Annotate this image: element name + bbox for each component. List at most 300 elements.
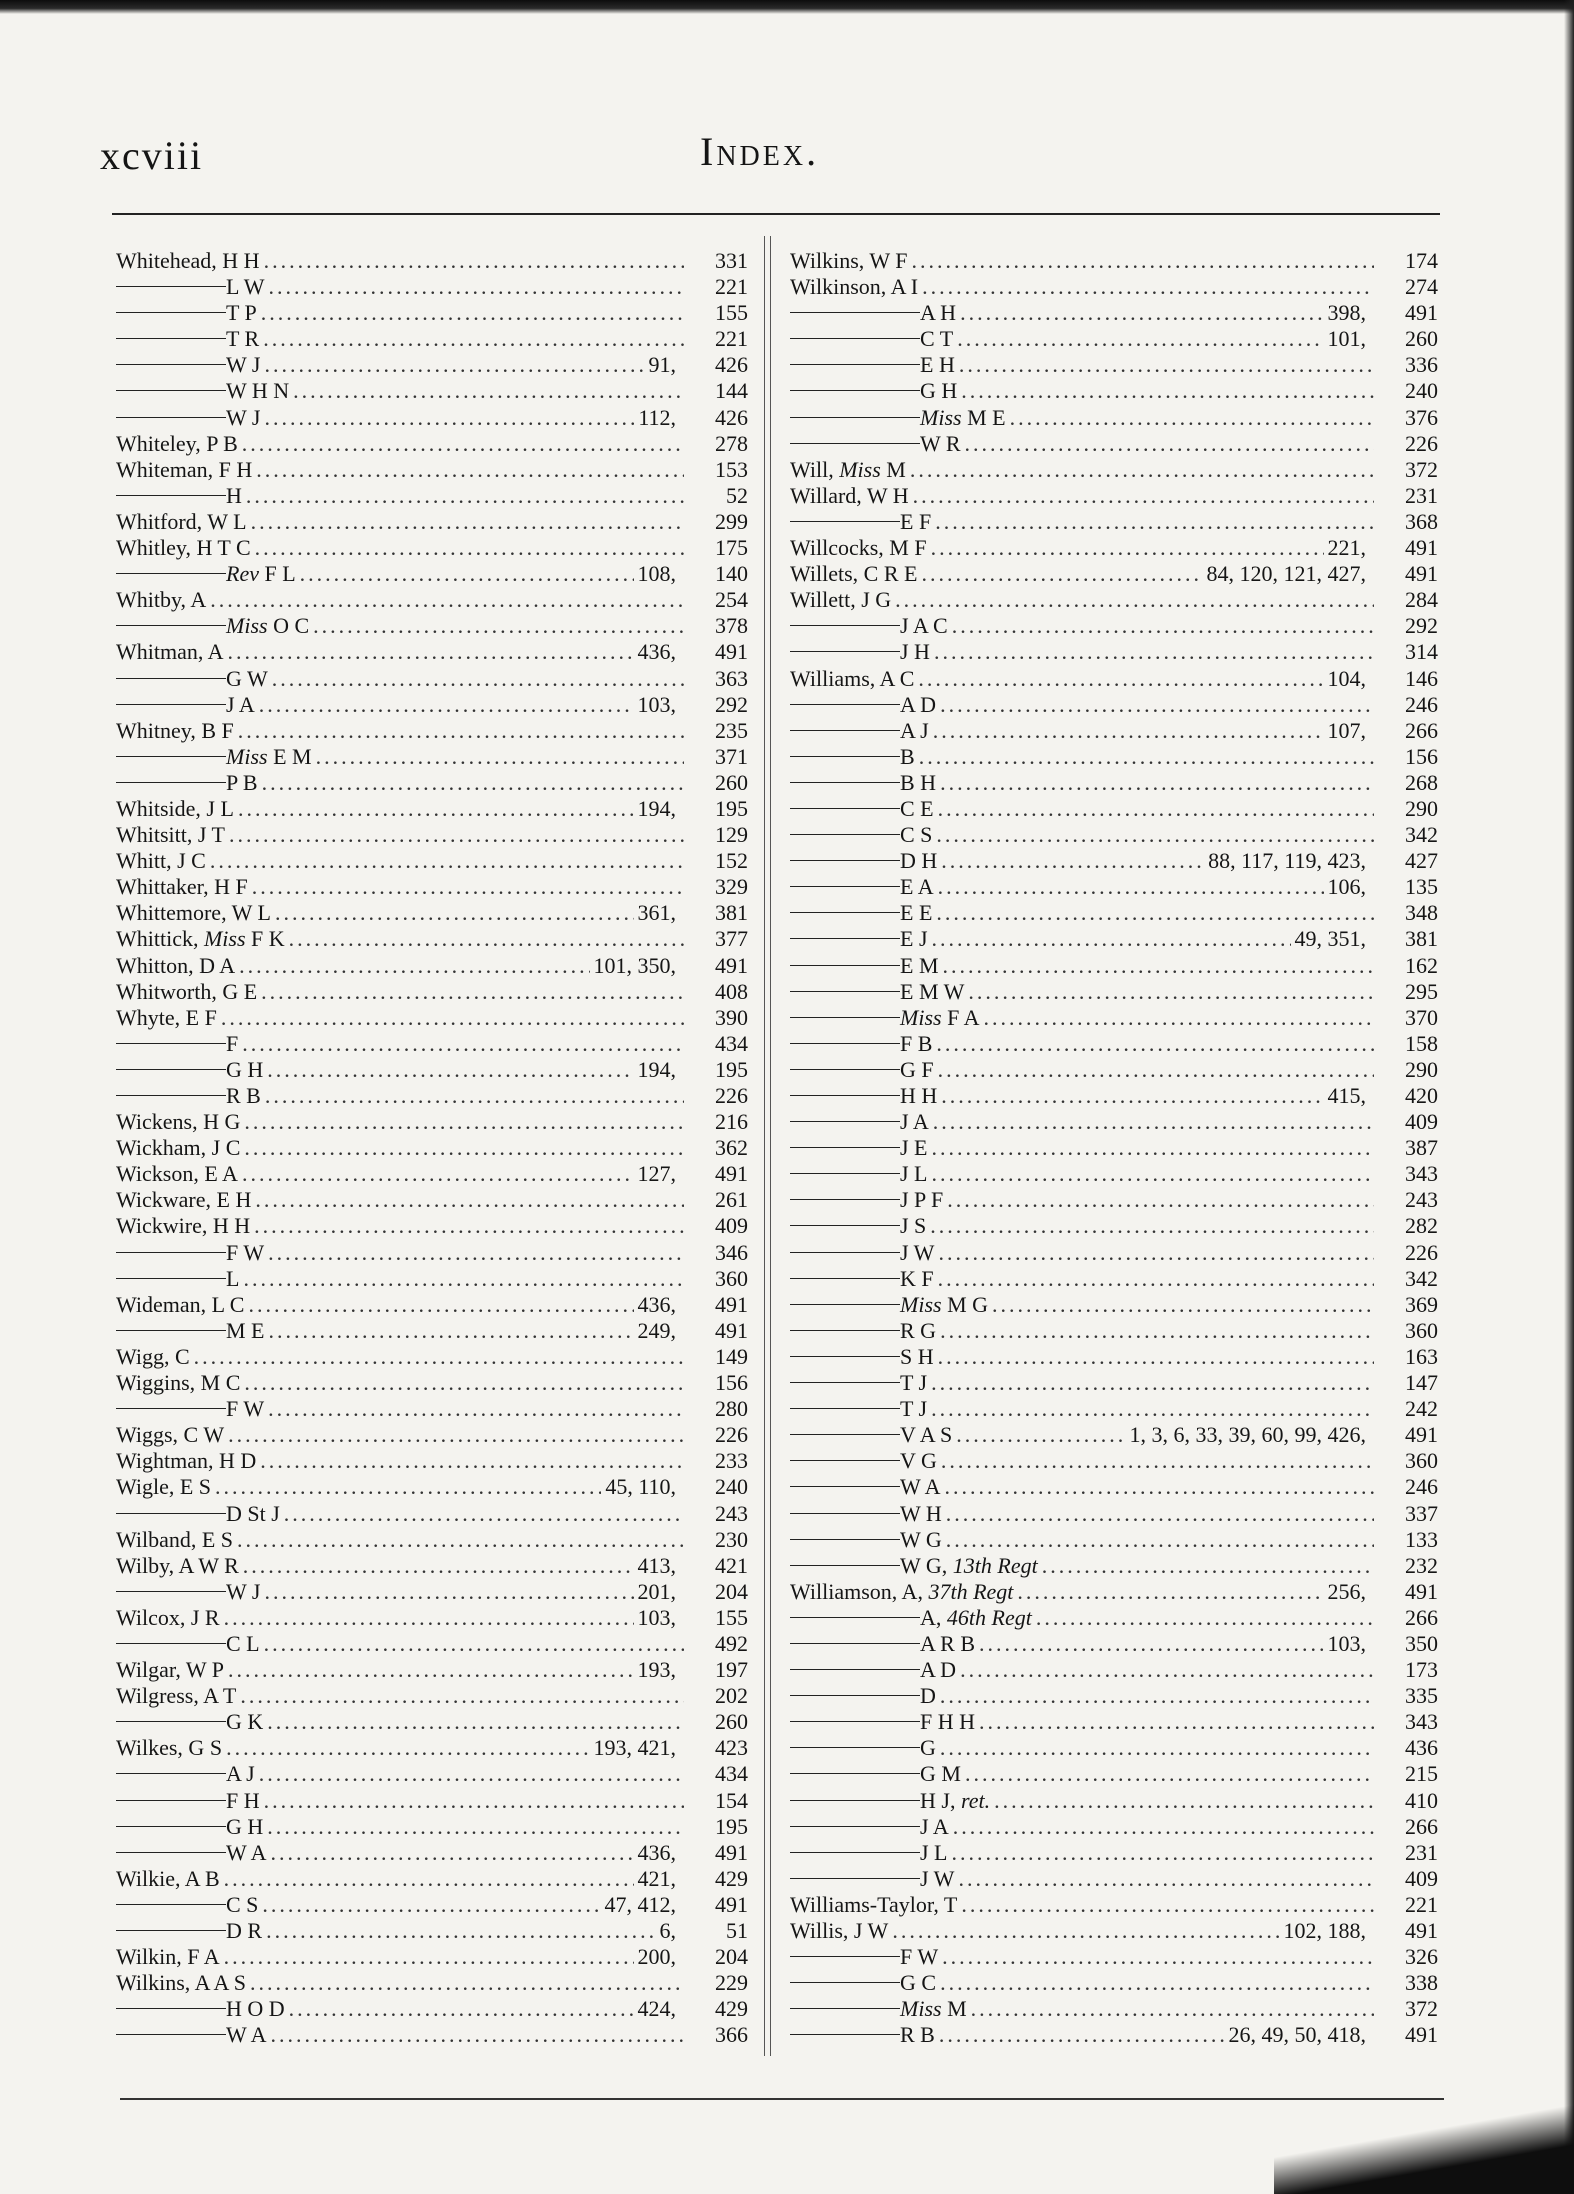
entry-name: G W — [226, 665, 268, 691]
entry-name: Williams-Taylor, T — [790, 1891, 958, 1917]
entry-name: A D — [920, 1657, 957, 1683]
index-entry — [790, 900, 1438, 926]
index-entry — [790, 2022, 1438, 2048]
index-entry — [790, 1605, 1438, 1631]
entry-page: 229 — [715, 1970, 748, 1996]
ditto-dash — [790, 1989, 900, 1990]
ditto-dash — [790, 1285, 900, 1286]
entry-page: 226 — [1405, 1239, 1438, 1265]
entry-page: 429 — [715, 1996, 748, 2022]
index-entry — [116, 979, 748, 1005]
dot-leader — [1010, 405, 1374, 431]
entry-name: Wiggs, C W — [116, 1422, 225, 1448]
entry-refs: 101, — [1327, 326, 1366, 352]
index-entry — [790, 1161, 1438, 1187]
index-entry — [116, 1527, 748, 1553]
entry-page: 335 — [1405, 1683, 1438, 1709]
ditto-dash — [790, 1076, 900, 1077]
index-entry — [790, 1501, 1438, 1527]
index-entry — [116, 1553, 748, 1579]
index-entry — [116, 1970, 748, 1996]
entry-name: J S — [900, 1213, 927, 1239]
entry-page: 491 — [715, 1291, 748, 1317]
entry-name: Wiggins, M C — [116, 1370, 241, 1396]
dot-leader — [945, 1474, 1374, 1500]
entry-name: Wilkes, G S — [116, 1735, 223, 1761]
dot-leader — [264, 1788, 684, 1814]
dot-leader — [936, 900, 1374, 926]
index-entry — [790, 1814, 1438, 1840]
entry-page: 154 — [715, 1787, 748, 1813]
index-entry — [790, 1448, 1438, 1474]
entry-refs: 398, — [1327, 300, 1366, 326]
dot-leader — [238, 796, 634, 822]
index-entry — [116, 1005, 748, 1031]
entry-refs: 200, — [637, 1944, 676, 1970]
entry-page: 329 — [715, 874, 748, 900]
entry-page: 147 — [1405, 1370, 1438, 1396]
entry-page: 337 — [1405, 1500, 1438, 1526]
entry-name: R G — [900, 1317, 937, 1343]
dot-leader — [224, 1866, 634, 1892]
entry-page: 175 — [715, 535, 748, 561]
index-entry — [116, 1135, 748, 1161]
entry-name: Wilband, E S — [116, 1526, 234, 1552]
entry-page: 491 — [1405, 2022, 1438, 2048]
dot-leader — [224, 1944, 634, 1970]
ditto-dash — [790, 397, 920, 398]
dot-leader — [262, 1892, 600, 1918]
entry-page: 366 — [715, 2022, 748, 2048]
index-entry — [790, 352, 1438, 378]
dot-leader — [952, 1840, 1375, 1866]
index-entry — [790, 431, 1438, 457]
entry-name: Miss O C — [226, 613, 310, 639]
dot-leader — [272, 666, 684, 692]
entry-page: 491 — [715, 1161, 748, 1187]
entry-name: Williamson, A, 37th Regt — [790, 1578, 1014, 1604]
entry-page: 491 — [1405, 1422, 1438, 1448]
dot-leader — [959, 352, 1374, 378]
entry-name: J A C — [900, 613, 948, 639]
entry-name: E J — [900, 926, 928, 952]
entry-name: B — [900, 743, 915, 769]
entry-page: 162 — [1405, 952, 1438, 978]
index-entry — [790, 535, 1438, 561]
entry-page: 204 — [715, 1944, 748, 1970]
entry-refs: 6, — [659, 1918, 676, 1943]
entry-page: 278 — [715, 430, 748, 456]
entry-refs: 424, — [637, 1996, 676, 2022]
index-entry — [790, 1735, 1438, 1761]
entry-name: Miss M E — [920, 404, 1006, 430]
entry-page: 243 — [715, 1500, 748, 1526]
dot-leader — [940, 770, 1374, 796]
dot-leader — [259, 692, 634, 718]
dot-leader — [248, 1292, 633, 1318]
entry-name: C S — [226, 1891, 259, 1917]
index-entry — [116, 274, 748, 300]
entry-page: 492 — [715, 1630, 748, 1656]
index-entry — [116, 509, 748, 535]
dot-leader — [261, 300, 684, 326]
index-entry — [116, 1422, 748, 1448]
index-entry — [790, 248, 1438, 274]
ditto-dash — [790, 1546, 900, 1547]
dot-leader — [938, 1240, 1374, 1266]
entry-page: 284 — [1405, 587, 1438, 613]
scan-edge-top — [0, 0, 1574, 14]
scan-shadow-bottom — [1274, 2084, 1574, 2194]
entry-name: M E — [226, 1317, 265, 1343]
entry-page: 254 — [715, 587, 748, 613]
index-entry — [116, 770, 748, 796]
ditto-dash — [116, 1650, 226, 1651]
ditto-dash — [116, 1859, 226, 1860]
entry-page: 381 — [1405, 926, 1438, 952]
entry-name: W A — [226, 1839, 267, 1865]
entry-refs: 106, — [1327, 874, 1366, 900]
index-entry — [790, 692, 1438, 718]
entry-refs: 436, — [637, 639, 676, 665]
index-entry — [116, 1370, 748, 1396]
entry-page: 436 — [1405, 1735, 1438, 1761]
ditto-dash — [790, 841, 900, 842]
ditto-dash — [790, 972, 900, 973]
ditto-dash — [116, 685, 226, 686]
entry-name: Whitehead, H H — [116, 248, 260, 273]
dot-leader — [300, 561, 634, 587]
index-entry — [116, 587, 748, 613]
dot-leader — [256, 457, 684, 483]
dot-leader — [931, 1370, 1374, 1396]
entry-page: 409 — [1405, 1865, 1438, 1891]
entry-page: 156 — [1405, 743, 1438, 769]
ditto-dash — [116, 1911, 226, 1912]
entry-name: Whitsitt, J T — [116, 822, 225, 848]
ditto-dash — [790, 1859, 920, 1860]
index-entry — [116, 1266, 748, 1292]
index-entry — [116, 926, 748, 952]
index-entry — [790, 1135, 1438, 1161]
index-entry — [790, 1083, 1438, 1109]
entry-page: 144 — [715, 378, 748, 404]
entry-name: D — [920, 1683, 936, 1709]
ditto-dash — [790, 1102, 900, 1103]
entry-page: 221 — [715, 326, 748, 352]
entry-name: C L — [226, 1630, 260, 1656]
entry-page: 173 — [1405, 1657, 1438, 1683]
entry-page: 195 — [715, 1056, 748, 1082]
dot-leader — [264, 352, 644, 378]
entry-name: J H — [900, 639, 930, 665]
ditto-dash — [116, 1415, 226, 1416]
dot-leader — [259, 1761, 684, 1787]
index-entry — [116, 1501, 748, 1527]
index-entry — [116, 718, 748, 744]
entry-refs: 104, — [1327, 665, 1366, 691]
entry-name: J A — [226, 691, 255, 717]
entry-name: Miss E M — [226, 743, 312, 769]
index-entry — [116, 1996, 748, 2022]
entry-name: Whiteley, P B — [116, 430, 238, 456]
index-entry — [116, 457, 748, 483]
index-entry — [790, 874, 1438, 900]
entry-refs: 194, — [637, 795, 676, 821]
entry-page: 140 — [715, 561, 748, 587]
ditto-dash — [790, 1232, 900, 1233]
dot-leader — [289, 926, 684, 952]
entry-name: F W — [226, 1239, 265, 1265]
ditto-dash — [790, 528, 900, 529]
entry-name: H H — [900, 1083, 938, 1108]
entry-page: 290 — [1405, 795, 1438, 821]
ditto-dash — [116, 1076, 226, 1077]
dot-leader — [933, 718, 1324, 744]
entry-name: Wideman, L C — [116, 1291, 245, 1317]
index-entry — [790, 1240, 1438, 1266]
dot-leader — [971, 1996, 1374, 2022]
entry-refs: 194, — [637, 1056, 676, 1082]
entry-page: 369 — [1405, 1291, 1438, 1317]
index-entry — [116, 613, 748, 639]
entry-name: Wilgar, W P — [116, 1657, 225, 1683]
dot-leader — [936, 1031, 1374, 1057]
index-entry — [116, 1031, 748, 1057]
index-entry — [116, 1579, 748, 1605]
ditto-dash — [790, 1754, 920, 1755]
ditto-dash — [790, 424, 920, 425]
entry-refs: 436, — [637, 1839, 676, 1865]
index-entry — [116, 1918, 748, 1944]
dot-leader — [940, 1970, 1374, 1996]
page-number: xcviii — [100, 133, 204, 178]
entry-page: 410 — [1405, 1787, 1438, 1813]
index-entry — [116, 2022, 748, 2048]
dot-leader — [228, 639, 634, 665]
dot-leader — [1036, 1605, 1374, 1631]
ditto-dash — [116, 763, 226, 764]
entry-name: R B — [900, 2022, 935, 2048]
index-column-left — [116, 248, 748, 2048]
ditto-dash — [116, 1102, 226, 1103]
dot-leader — [932, 926, 1291, 952]
index-entry — [790, 953, 1438, 979]
dot-leader — [271, 1840, 634, 1866]
entry-page: 387 — [1405, 1135, 1438, 1161]
index-entry — [116, 1840, 748, 1866]
dot-leader — [961, 378, 1374, 404]
entry-name: Whitley, H T C — [116, 535, 251, 561]
dot-leader — [263, 326, 684, 352]
ditto-dash — [116, 2015, 226, 2016]
entry-page: 409 — [715, 1213, 748, 1239]
entry-page: 434 — [715, 1761, 748, 1787]
index-entry — [790, 378, 1438, 404]
index-entry — [790, 1579, 1438, 1605]
entry-page: 232 — [1405, 1552, 1438, 1578]
entry-page: 195 — [715, 1813, 748, 1839]
ditto-dash — [790, 658, 900, 659]
entry-name: A D — [900, 691, 937, 717]
entry-name: J A — [900, 1109, 929, 1135]
index-entry — [116, 900, 748, 926]
dot-leader — [895, 587, 1374, 613]
index-entry — [790, 509, 1438, 535]
entry-page: 491 — [1405, 300, 1438, 326]
ditto-dash — [790, 1128, 900, 1129]
entry-page: 429 — [715, 1865, 748, 1891]
dot-leader — [244, 1370, 684, 1396]
entry-name: Wickware, E H — [116, 1187, 252, 1213]
entry-page: 260 — [1405, 326, 1438, 352]
ditto-dash — [116, 1728, 226, 1729]
dot-leader — [246, 483, 684, 509]
dot-leader — [918, 666, 1323, 692]
entry-name: D St J — [226, 1500, 280, 1526]
dot-leader — [238, 718, 684, 744]
entry-name: P B — [226, 769, 258, 795]
entry-name: W H N — [226, 378, 290, 404]
index-entry — [116, 1109, 748, 1135]
entry-page: 371 — [715, 743, 748, 769]
dot-leader — [892, 1918, 1279, 1944]
index-entry — [116, 1892, 748, 1918]
index-entry — [116, 666, 748, 692]
entry-page: 377 — [715, 926, 748, 952]
ditto-dash — [790, 1572, 900, 1573]
ditto-dash — [790, 763, 900, 764]
entry-refs: 84, 120, 121, 427, — [1206, 561, 1366, 587]
entry-page: 202 — [715, 1683, 748, 1709]
dot-leader — [251, 509, 684, 535]
entry-refs: 88, 117, 119, 423, — [1208, 848, 1366, 874]
index-entry — [790, 1266, 1438, 1292]
entry-page: 156 — [715, 1370, 748, 1396]
entry-name: J A — [920, 1813, 949, 1839]
entry-refs: 49, 351, — [1294, 926, 1366, 952]
ditto-dash — [116, 293, 226, 294]
entry-name: L W — [226, 274, 265, 300]
index-entry — [790, 326, 1438, 352]
entry-name: C E — [900, 795, 934, 821]
index-entry — [116, 953, 748, 979]
entry-name: C T — [920, 326, 954, 352]
entry-name: D R — [226, 1918, 263, 1943]
ditto-dash — [790, 1650, 920, 1651]
entry-name: Williams, A C — [790, 665, 915, 691]
entry-name: Whittick, Miss F K — [116, 926, 285, 952]
entry-page: 260 — [715, 769, 748, 795]
ditto-dash — [116, 1598, 226, 1599]
entry-name: Wilkins, W F — [790, 248, 908, 273]
index-entry — [790, 822, 1438, 848]
dot-leader — [953, 1814, 1374, 1840]
dot-leader — [228, 1657, 633, 1683]
dot-leader — [960, 1657, 1374, 1683]
index-entry — [116, 1187, 748, 1213]
entry-page: 240 — [715, 1474, 748, 1500]
dot-leader — [289, 1996, 634, 2022]
entry-refs: 45, 110, — [605, 1474, 676, 1500]
ditto-dash — [790, 1467, 900, 1468]
dot-leader — [194, 1344, 684, 1370]
ditto-dash — [790, 1363, 900, 1364]
ditto-dash — [116, 711, 226, 712]
index-entry — [116, 1788, 748, 1814]
entry-page: 372 — [1405, 456, 1438, 482]
dot-leader — [264, 248, 684, 274]
ditto-dash — [116, 371, 226, 372]
index-entry — [116, 1240, 748, 1266]
entry-refs: 112, — [638, 404, 676, 430]
entry-name: Miss M G — [900, 1291, 989, 1317]
entry-name: F — [226, 1030, 239, 1056]
entry-name: E M — [900, 952, 939, 978]
entry-name: Miss F A — [900, 1004, 980, 1030]
index-entry — [790, 1657, 1438, 1683]
dot-leader — [930, 1213, 1374, 1239]
entry-page: 266 — [1405, 1813, 1438, 1839]
entry-page: 226 — [715, 1083, 748, 1108]
entry-name: W A — [226, 2022, 267, 2048]
index-entry — [790, 1396, 1438, 1422]
entry-page: 197 — [715, 1657, 748, 1683]
entry-name: H O D — [226, 1996, 285, 2022]
entry-page: 370 — [1405, 1004, 1438, 1030]
dot-leader — [941, 848, 1204, 874]
entry-page: 378 — [715, 613, 748, 639]
entry-name: L — [226, 1265, 240, 1291]
dot-leader — [932, 1135, 1375, 1161]
index-entry — [116, 1631, 748, 1657]
dot-leader — [946, 1527, 1374, 1553]
index-entry — [790, 274, 1438, 300]
entry-name: G — [920, 1735, 936, 1761]
dot-leader — [260, 1448, 684, 1474]
entry-page: 491 — [715, 1891, 748, 1917]
entry-page: 421 — [715, 1552, 748, 1578]
index-entry — [790, 1370, 1438, 1396]
entry-page: 158 — [1405, 1030, 1438, 1056]
entry-page: 299 — [715, 508, 748, 534]
entry-page: 376 — [1405, 404, 1438, 430]
entry-name: F W — [226, 1396, 265, 1422]
index-entry — [116, 848, 748, 874]
dot-leader — [226, 1735, 589, 1761]
entry-name: Wigg, C — [116, 1343, 190, 1369]
entry-page: 246 — [1405, 1474, 1438, 1500]
entry-page: 427 — [1405, 848, 1438, 874]
ditto-dash — [116, 345, 226, 346]
dot-leader — [958, 1866, 1374, 1892]
ditto-dash — [790, 1624, 920, 1625]
dot-leader — [316, 744, 684, 770]
entry-refs: 436, — [637, 1291, 676, 1317]
ditto-dash — [790, 2015, 900, 2016]
ditto-dash — [790, 1702, 920, 1703]
entry-refs: 413, — [637, 1552, 676, 1578]
entry-name: T P — [226, 300, 257, 326]
entry-refs: 127, — [637, 1161, 676, 1187]
entry-refs: 102, 188, — [1283, 1918, 1366, 1943]
entry-name: F H — [226, 1787, 260, 1813]
ditto-dash — [790, 1676, 920, 1677]
ditto-dash — [116, 580, 226, 581]
entry-page: 314 — [1405, 639, 1438, 665]
index-entry — [116, 1944, 748, 1970]
index-entry — [790, 1918, 1438, 1944]
